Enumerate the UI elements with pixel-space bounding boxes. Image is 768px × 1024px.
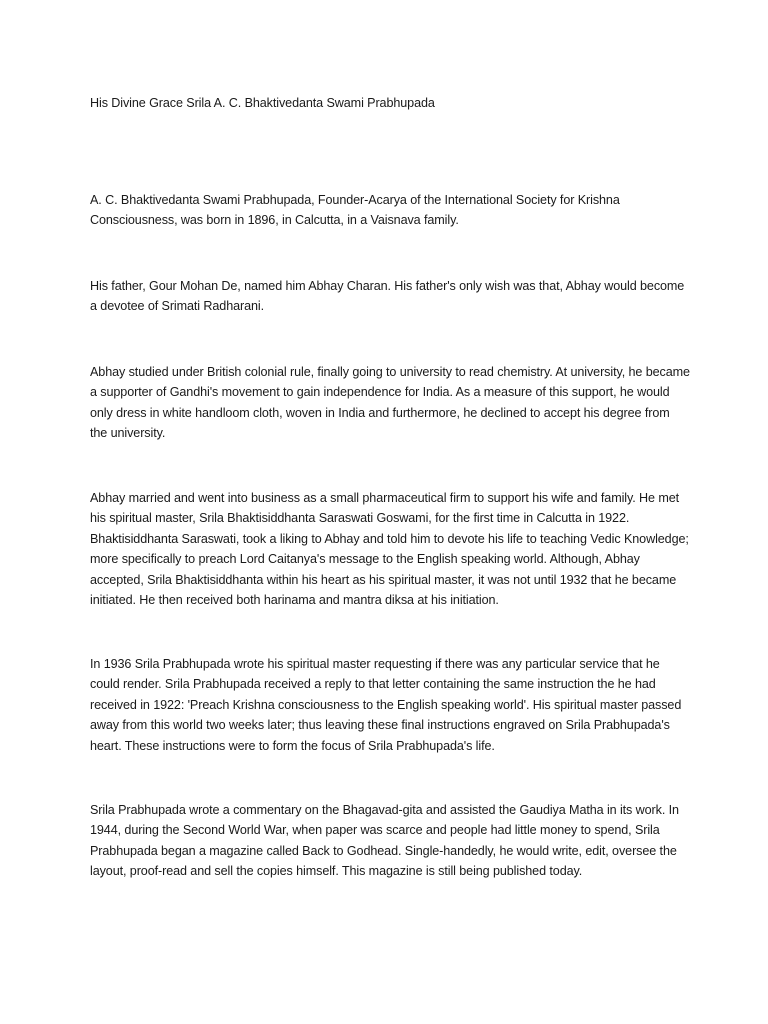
paragraph-birth: A. C. Bhaktivedanta Swami Prabhupada, Founder-Acarya of the International Society for Krishna Consciousness, was born in 1896, in Calcutta, in a Vaisnava family. [90,193,620,228]
paragraph-back-to-godhead: Srila Prabhupada wrote a commentary on the Bhagavad-gita and assisted the Gaudiya Matha in its work. In 1944, during the Second World War, when paper was scarce and people had little money to spend, Srila Prabhupada began a magazine called Back to Godhead. Single-handedly, he would write, edit, oversee the layout, proof-read and sell the copies himself. This magazine is still being published today. [90,803,679,879]
paragraph-education: Abhay studied under British colonial rule, finally going to university to read chemistry. At university, he became a supporter of Gandhi's movement to gain independence for India. As a measure of this support, he would only dress in white handloom cloth, woven in India and furthermore, he declined to accept his degree from the university. [90,365,690,441]
document-title: His Divine Grace Srila A. C. Bhaktivedanta Swami Prabhupada [90,96,435,110]
paragraph-marriage-and-master: Abhay married and went into business as a small pharmaceutical firm to support his wife and family. He met his spiritual master, Srila Bhaktisiddhanta Saraswati Goswami, for the first time in Calcutta in 1922. Bhaktisiddhanta Saraswati, took a liking to Abhay and told him to devote his life to teaching Vedic Knowledge; more specifically to preach Lord Caitanya's message to the English speaking world. Although, Abhay accepted, Srila Bhaktisiddhanta within his heart as his spiritual master, it was not until 1932 that he became initiated. He then received both harinama and mantra diksa at his initiation. [90,491,689,608]
paragraph-father: His father, Gour Mohan De, named him Abhay Charan. His father's only wish was that, Abhay would become a devotee of Srimati Radharani. [90,279,685,314]
paragraph-1936-letter: In 1936 Srila Prabhupada wrote his spiritual master requesting if there was any particular service that he could render. Srila Prabhupada received a reply to that letter containing the same instruction the he had received in 1922: 'Preach Krishna consciousness to the English speaking world'. His spiritual master passed away from this world two weeks later; thus leaving these final instructions engraved on Srila Prabhupada's heart. These instructions were to form the focus of Srila Prabhupada's life. [90,657,682,753]
